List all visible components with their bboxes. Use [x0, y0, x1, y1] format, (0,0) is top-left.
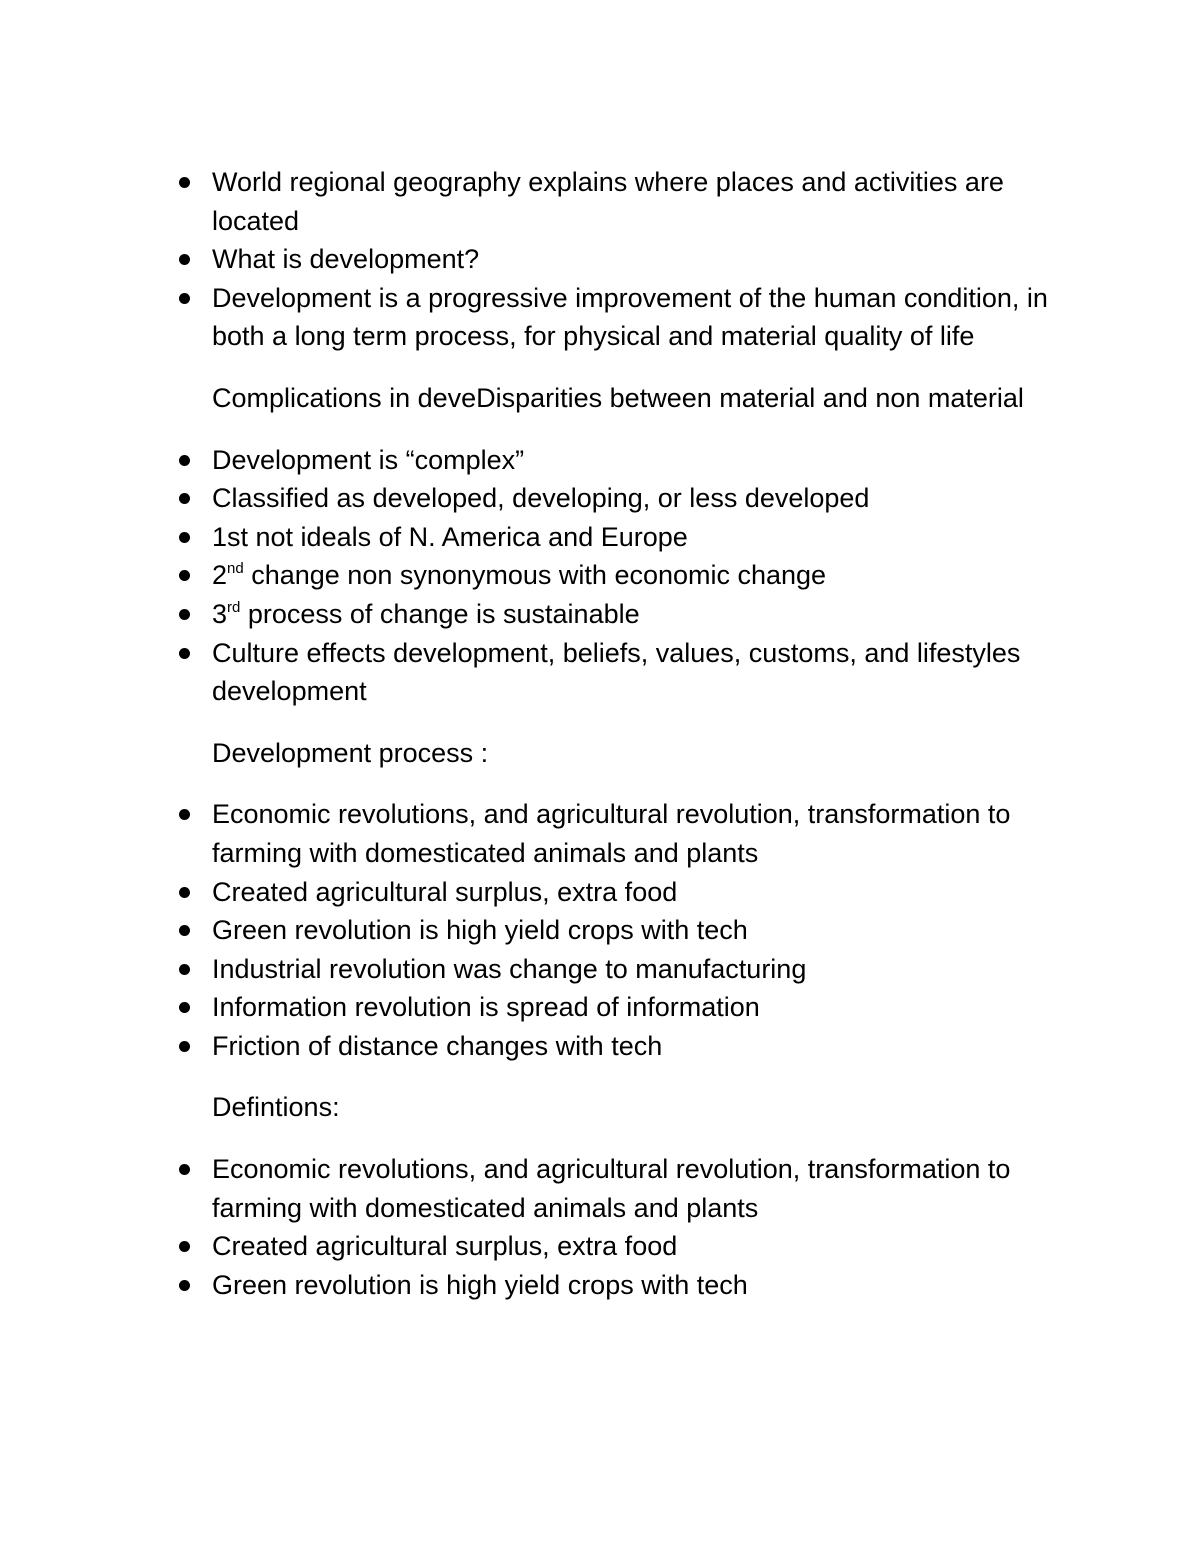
- bullet-list-development-process: [172, 795, 1062, 1065]
- spacer: [172, 1127, 1062, 1150]
- bullet-icon: [179, 570, 190, 581]
- spacer: [172, 1065, 1062, 1088]
- list-item: World regional geography explains where places and activities are located: [172, 163, 1062, 240]
- list-item: Green revolution is high yield crops with tech: [172, 911, 1062, 950]
- bullet-icon: [179, 609, 190, 620]
- list-item: Economic revolutions, and agricultural revolution, transformation to farming with domesticated animals and plants: [172, 795, 1062, 872]
- bullet-icon: [179, 254, 190, 265]
- spacer: [172, 356, 1062, 379]
- bullet-list-definitions: [172, 1150, 1062, 1304]
- bullet-list-complications: [172, 441, 1062, 711]
- list-item: Created agricultural surplus, extra food: [172, 1227, 1062, 1266]
- bullet-icon: [179, 1241, 190, 1252]
- list-item: Classified as developed, developing, or less developed: [172, 479, 1062, 518]
- bullet-icon: [179, 177, 190, 188]
- bullet-icon: [179, 809, 190, 820]
- bullet-icon: [179, 1280, 190, 1291]
- section-heading-development-process: Development process :: [212, 737, 489, 768]
- spacer: [172, 711, 1062, 734]
- bullet-icon: [179, 1041, 190, 1052]
- section-heading-complications: Complications in deveDisparities between material and non material: [212, 382, 1024, 413]
- bullet-icon: [179, 532, 190, 543]
- bullet-icon: [179, 493, 190, 504]
- list-item: Green revolution is high yield crops with tech: [172, 1266, 1062, 1305]
- bullet-icon: [179, 293, 190, 304]
- bullet-list-intro: [172, 163, 1062, 356]
- list-item: Information revolution is spread of information: [172, 988, 1062, 1027]
- spacer: [172, 418, 1062, 441]
- list-item: 2nd change non synonymous with economic change: [172, 556, 1062, 595]
- bullet-icon: [179, 455, 190, 466]
- list-item: Culture effects development, beliefs, values, customs, and lifestyles development: [172, 634, 1062, 711]
- bullet-icon: [179, 887, 190, 898]
- list-item: Development is a progressive improvement of the human condition, in both a long term process, for physical and material quality of life: [172, 279, 1062, 356]
- list-item: Friction of distance changes with tech: [172, 1027, 1062, 1066]
- list-item: 3rd process of change is sustainable: [172, 595, 1062, 634]
- list-item: Development is “complex”: [172, 441, 1062, 480]
- section-heading-definitions: Defintions:: [212, 1092, 340, 1123]
- bullet-icon: [179, 1002, 190, 1013]
- bullet-icon: [179, 925, 190, 936]
- list-item: Industrial revolution was change to manufacturing: [172, 950, 1062, 989]
- list-item: Economic revolutions, and agricultural revolution, transformation to farming with domesticated animals and plants: [172, 1150, 1062, 1227]
- spacer: [172, 772, 1062, 795]
- bullet-icon: [179, 964, 190, 975]
- bullet-icon: [179, 648, 190, 659]
- list-item: Created agricultural surplus, extra food: [172, 873, 1062, 912]
- bullet-icon: [179, 1164, 190, 1175]
- list-item: What is development?: [172, 240, 1062, 279]
- list-item: 1st not ideals of N. America and Europe: [172, 518, 1062, 557]
- document-body: [172, 163, 1062, 1304]
